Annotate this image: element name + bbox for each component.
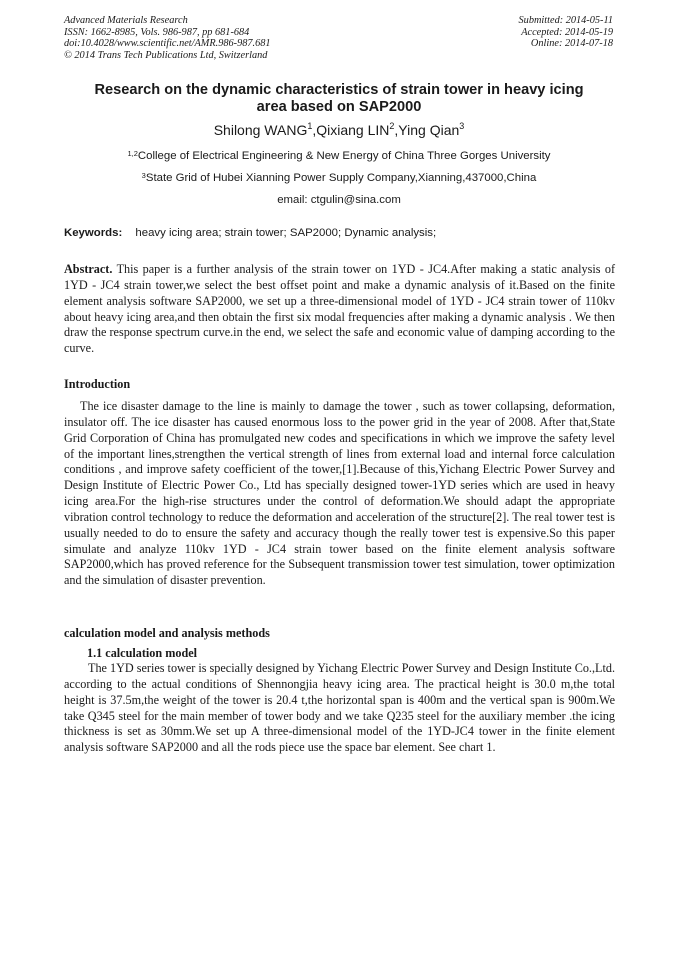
author-sup: 3 [459,121,465,131]
paper-title-line-2: area based on SAP2000 [256,99,422,115]
affiliation-2-text: State Grid of Hubei Xianning Power Supply Company,Xianning,437000,China [145,172,537,184]
copyright-line: © 2014 Trans Tech Publications Ltd, Switzerland [64,49,268,61]
affiliation-2-sup: 3 [141,171,146,180]
abstract-text: This paper is a further analysis of the strain tower on 1YD - JC4.After making a static analysis of 1YD - JC4 strain tower,we select the best offset point and make a dynamic analysis of it.Based on the finite element analysis software SAP2000, we set up a three-dimensional model of 1YD - JC4 strain tower of 110kv about heavy icing area,and then obtain the first six modal frequencies after making a dynamic analysis . We then draw the response spectrum curve.in the end, we select the safe and economic value of damping according to the curve. [64,262,616,356]
abstract [64,262,615,357]
author-list: Shilong WANG$^1$,Qixiang LIN$^2$,Ying Qian$^3$ [213,121,465,138]
affiliation-2 [64,171,614,185]
subsection-text: The 1YD series tower is specially designed by Yichang Electric Power Survey and Design Institute Co.,Ltd. according to the actual conditions of Shennongjia heavy icing area. The practical height is 30.0 m,the total height is 37.5m,the weight of the tower is 20.4 t,the horizontal span is 400m and the vertical span is 900m.We take Q345 steel for the main member of tower body and we take Q235 steel for the auxiliary member .the icing thickness is set as 30mm.We set up A three-dimensional model of the 1YD-JC4 tower in the finite element analysis software SAP2000 and all the rods piece use the space bar element. See chart 1. [64,661,615,755]
author-sup: 2 [389,121,395,131]
doi-line: doi:10.4028/www.scientific.net/AMR.986-987.681 [64,38,271,50]
issn-line: ISSN: 1662-8985, Vols. 986-987, pp 681-684 [64,26,250,38]
author-name: Qixiang LIN [316,122,390,138]
keywords-label: Keywords: [64,227,123,239]
paper-title [64,82,614,116]
keywords [64,227,624,239]
author-name: Shilong WANG [213,122,308,138]
journal-header-right [519,15,613,50]
introduction-text: The ice disaster damage to the line is mainly to damage the tower , such as tower collapsing, deformation, insulator off. The ice disaster has caused enormous loss to the power grid in the year of 2008. After that,State Grid Corporation of China has promulgated new codes and specifications in which we improve the safety level of the important lines,strengthen the vertical strength of lines from external load and internal force calculation conditions , and improve safety coefficient of the tower,[1].Because of this,Yichang Electric Power Survey and Design Institute of Electric Power Co., Ltd has specially designed tower-1YD series which are used in heavy icing area.For the high-rise structures under the control of deformation.We should adapt the appropriate vibration control technology to reduce the deformation and acceleration of the structure[2]. The real tower test is usually needed to do to ensure the safety and accuracy though the really tower test is expensive.So this paper simulate and analyze 110kv 1YD - JC4 strain tower based on the finite element analysis software SAP2000,which has proved reference for the Subsequent transmission tower test simulation, tower optimization and the simulation of disaster prevention. [64,399,615,588]
online-date: Online: 2014-07-18 [530,38,613,50]
subsection-heading: 1.1 calculation model [87,646,198,660]
accepted-date: Accepted: 2014-05-19 [521,26,613,38]
affiliation-1 [64,149,614,163]
affiliation-1-sup: 1,2 [127,149,138,158]
affiliation-1-text: College of Electrical Engineering & New Energy of China Three Gorges University [137,150,551,162]
keywords-text: heavy icing area; strain tower; SAP2000; Dynamic analysis; [135,227,437,239]
section-heading: calculation model and analysis methods [64,626,270,640]
submitted-date: Submitted: 2014-05-11 [518,15,613,26]
paper-title-line-1: Research on the dynamic characteristics of strain tower in heavy icing [94,82,584,98]
author-email: email: ctgulin@sina.com [277,194,401,206]
author-name: Ying Qian [398,122,460,138]
abstract-label: Abstract. [64,262,113,276]
journal-header-left [64,15,271,61]
introduction-heading: Introduction [64,377,131,391]
author-sup: 1 [307,121,313,131]
journal-name: Advanced Materials Research [64,15,188,26]
